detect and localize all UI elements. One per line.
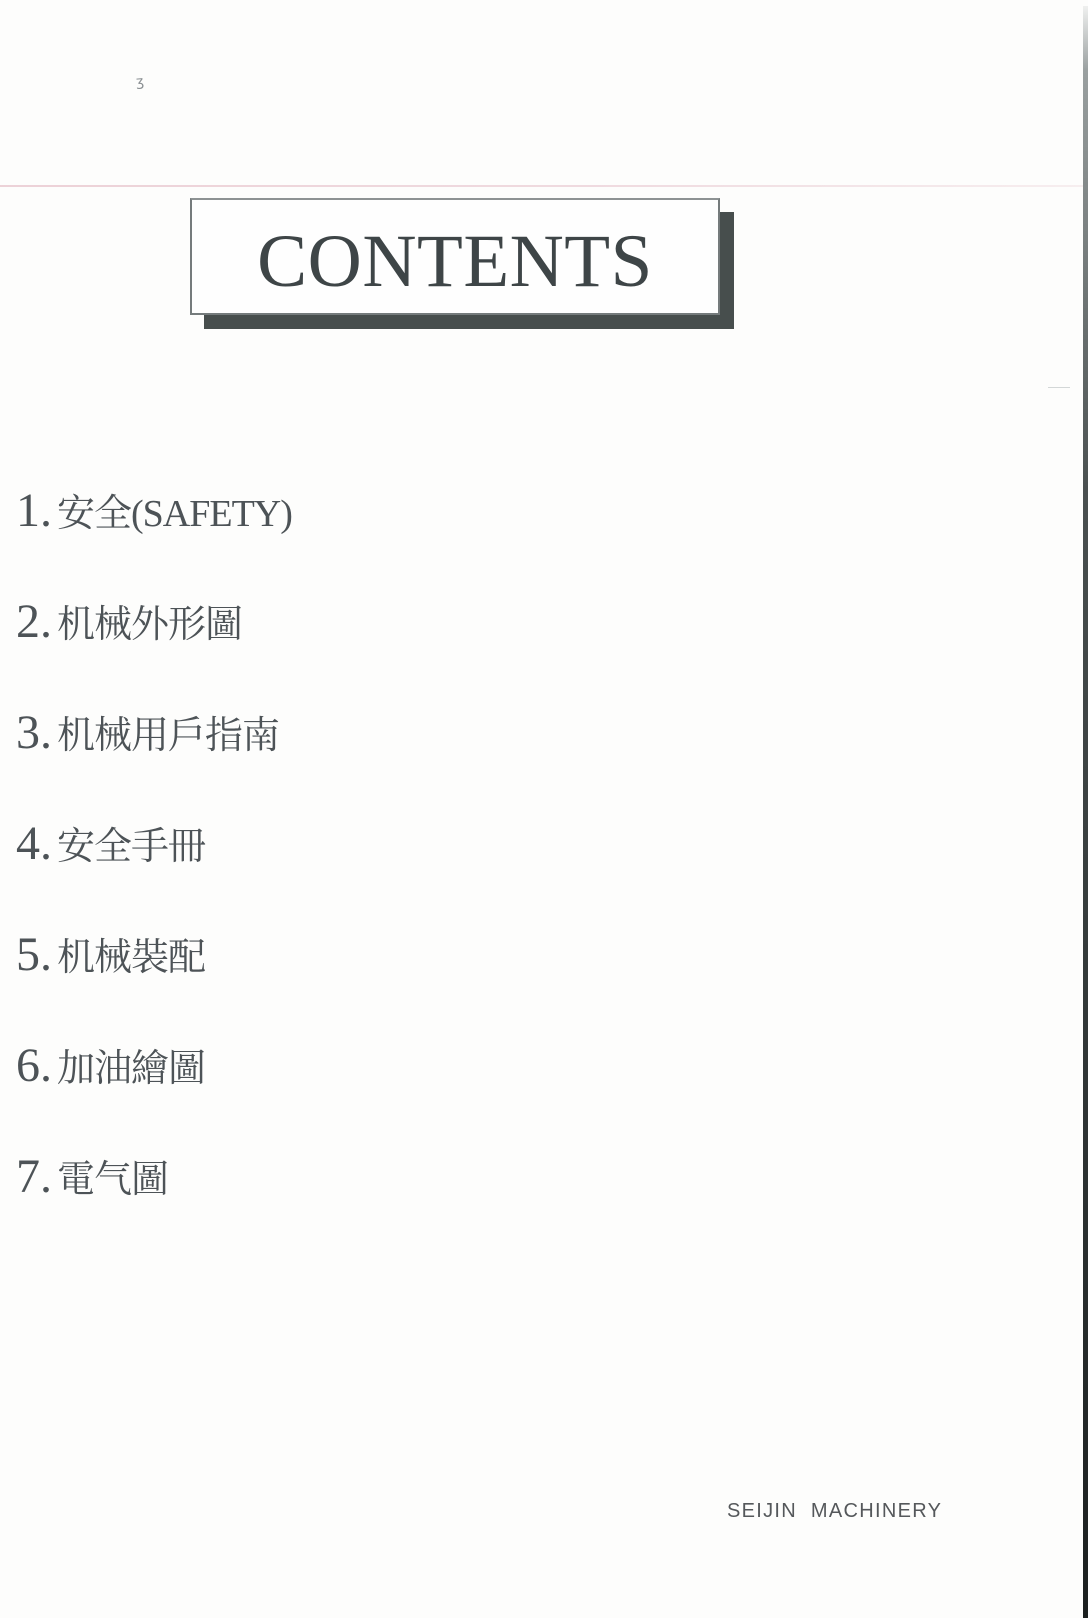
toc-item-2 (16, 595, 243, 648)
toc-item-6 (16, 1039, 206, 1092)
toc-item-7 (16, 1150, 169, 1203)
toc-item-label: 机械用戶指南 (57, 715, 280, 757)
toc-item-number: 1. (16, 484, 52, 537)
toc-item-number: 6. (16, 1039, 52, 1092)
page-title: CONTENTS (257, 219, 653, 303)
toc-item-number: 4. (16, 817, 52, 870)
scan-artifact-dash (1048, 387, 1070, 388)
toc-item-4 (16, 817, 206, 870)
toc-item-number: 5. (16, 928, 52, 981)
contents-title-box (190, 198, 720, 315)
toc-item-number: 7. (16, 1150, 52, 1203)
toc-item-label: 机械裝配 (57, 937, 206, 979)
toc-item-number: 2. (16, 595, 52, 648)
scan-edge-shadow (1083, 6, 1088, 1618)
toc-item-label: 安全手冊 (57, 826, 206, 868)
toc-item-3 (16, 706, 280, 759)
toc-item-label: 電气圖 (57, 1159, 169, 1201)
toc-item-1 (16, 484, 292, 537)
toc-item-5 (16, 928, 206, 981)
toc-item-label: 安全(SAFETY) (57, 493, 292, 535)
toc-item-label: 加油繪圖 (57, 1048, 206, 1090)
scan-artifact-line (0, 185, 1088, 187)
toc-item-number: 3. (16, 706, 52, 759)
toc-item-label: 机械外形圖 (57, 604, 243, 646)
stray-pen-mark: ʒ (135, 73, 145, 91)
company-name: SEIJIN MACHINERY (727, 1500, 943, 1522)
